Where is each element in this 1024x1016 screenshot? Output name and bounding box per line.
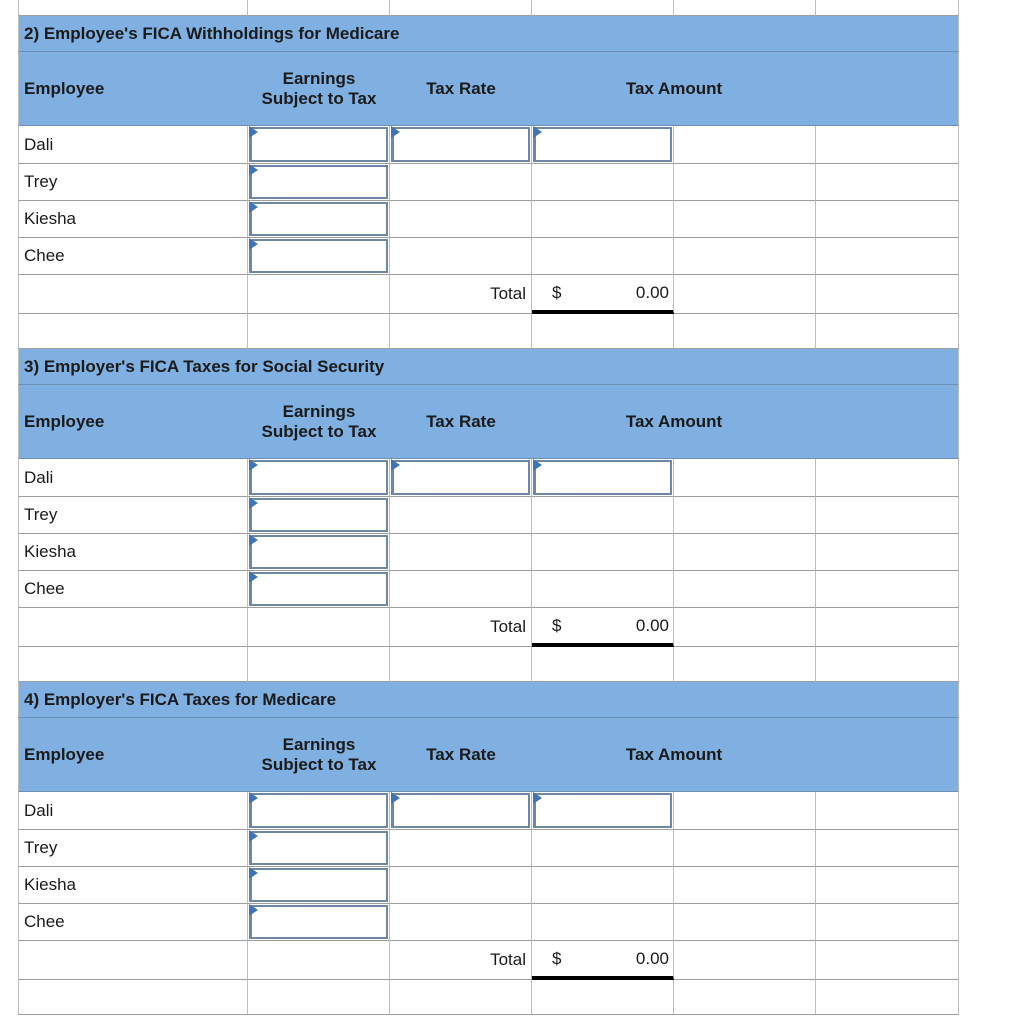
header-earnings-line2: Subject to Tax: [261, 421, 377, 441]
earnings-input[interactable]: [249, 202, 388, 236]
empty-cell: [18, 647, 248, 682]
section-title-bar: [18, 16, 959, 52]
tax-amount-cell: [532, 534, 674, 571]
empty-cell: [18, 608, 248, 647]
employee-name-cell: [18, 497, 248, 534]
header-tax-amount-label: Tax Amount: [625, 78, 723, 98]
employee-name: Chee: [24, 246, 65, 265]
empty-cell: [390, 980, 532, 1015]
empty-cell: [674, 941, 816, 980]
header-earnings-line1: Earnings: [282, 401, 356, 421]
empty-cell: [816, 571, 959, 608]
empty-cell: [816, 534, 959, 571]
earnings-input[interactable]: [249, 905, 388, 939]
tax-amount-cell: [532, 164, 674, 201]
employee-name-cell: [18, 238, 248, 275]
tax-amount-cell: [532, 571, 674, 608]
empty-cell: [390, 647, 532, 682]
empty-cell: [248, 980, 390, 1015]
header-employee-label: Employee: [24, 78, 105, 98]
earnings-cell: [248, 459, 390, 497]
section-title-cell: [18, 349, 816, 385]
header-employee: [18, 385, 248, 459]
empty-cell: [674, 830, 816, 867]
input-marker-icon: [249, 904, 258, 916]
empty-cell: [816, 867, 959, 904]
tax-amount-cell: [532, 238, 674, 275]
empty-cell: [18, 275, 248, 314]
earnings-cell: [248, 830, 390, 867]
tax-amount-cell: [532, 792, 674, 830]
spacer-row: [18, 980, 959, 1015]
tax-amount-cell: [532, 867, 674, 904]
header-spacer: [816, 385, 959, 459]
earnings-input[interactable]: [249, 831, 388, 865]
tax-rate-cell: [390, 126, 532, 164]
employee-name-cell: [18, 164, 248, 201]
earnings-cell: [248, 904, 390, 941]
input-marker-icon: [249, 830, 258, 842]
empty-cell: [674, 980, 816, 1015]
earnings-input[interactable]: [249, 793, 388, 828]
empty-cell: [674, 867, 816, 904]
spacer-row: [18, 647, 959, 682]
employee-name: Trey: [24, 838, 58, 857]
empty-cell: [18, 941, 248, 980]
header-earnings: [248, 385, 390, 459]
employee-name: Kiesha: [24, 542, 76, 561]
total-row: [18, 275, 959, 314]
header-tax-rate-label: Tax Rate: [426, 411, 496, 431]
cell-col-3: [532, 0, 674, 16]
cell-col-5: [816, 0, 959, 16]
empty-cell: [816, 647, 959, 682]
input-marker-icon: [249, 497, 258, 509]
section-title-bar: [18, 349, 959, 385]
tax-amount-cell: [532, 459, 674, 497]
header-earnings-label: [262, 402, 377, 442]
total-row: [18, 608, 959, 647]
section-title-spacer: [816, 349, 959, 385]
total-amount-value: 0.00: [635, 282, 669, 302]
total-amount-value: 0.00: [635, 948, 669, 968]
cell-col-1: [248, 0, 390, 16]
earnings-cell: [248, 201, 390, 238]
header-earnings-label: [262, 735, 377, 775]
earnings-input[interactable]: [249, 498, 388, 532]
empty-cell: [248, 314, 390, 349]
employee-name: Dali: [24, 800, 54, 820]
earnings-cell: [248, 497, 390, 534]
header-employee-label: Employee: [24, 744, 105, 764]
employee-name: Chee: [24, 912, 65, 931]
input-marker-icon: [391, 792, 400, 804]
empty-cell: [816, 904, 959, 941]
tax-rate-cell: [390, 571, 532, 608]
employee-name: Dali: [24, 467, 54, 487]
cell-col-2: [390, 0, 532, 16]
earnings-input[interactable]: [249, 868, 388, 902]
header-employee: [18, 52, 248, 126]
tax-amount-input[interactable]: [533, 460, 672, 495]
tax-rate-cell: [390, 830, 532, 867]
empty-cell: [816, 608, 959, 647]
employee-name-cell: [18, 571, 248, 608]
empty-cell: [674, 201, 816, 238]
section-title-spacer: [816, 16, 959, 52]
empty-cell: [816, 201, 959, 238]
earnings-cell: [248, 126, 390, 164]
employee-name-cell: [18, 534, 248, 571]
empty-cell: [674, 164, 816, 201]
header-tax-rate: [390, 385, 532, 459]
empty-cell: [674, 275, 816, 314]
input-marker-icon: [249, 459, 258, 471]
tax-rate-input[interactable]: [391, 127, 530, 162]
header-earnings-line1: Earnings: [282, 68, 356, 88]
earnings-cell: [248, 238, 390, 275]
section-title-spacer: [816, 682, 959, 718]
tax-amount-input[interactable]: [533, 127, 672, 162]
employee-name-cell: [18, 201, 248, 238]
tax-amount-cell: [532, 830, 674, 867]
tax-rate-cell: [390, 201, 532, 238]
total-label-cell: [390, 941, 532, 980]
empty-cell: [816, 497, 959, 534]
earnings-cell: [248, 164, 390, 201]
input-marker-icon: [533, 792, 542, 804]
empty-cell: [18, 980, 248, 1015]
empty-cell: [816, 126, 959, 164]
input-marker-icon: [249, 201, 258, 213]
earnings-input[interactable]: [249, 572, 388, 606]
total-label: Total: [490, 617, 526, 636]
earnings-cell: [248, 571, 390, 608]
empty-cell: [674, 126, 816, 164]
header-tax-rate: [390, 718, 532, 792]
earnings-input[interactable]: [249, 535, 388, 569]
employee-row: [18, 904, 959, 941]
tax-amount-cell: [532, 201, 674, 238]
empty-cell: [674, 792, 816, 830]
employee-name-cell: [18, 904, 248, 941]
employee-name: Kiesha: [24, 875, 76, 894]
empty-cell: [532, 647, 674, 682]
tax-amount-cell: [532, 126, 674, 164]
empty-cell: [816, 164, 959, 201]
input-marker-icon: [533, 126, 542, 138]
employee-row: [18, 201, 959, 238]
currency-symbol: $: [552, 615, 562, 635]
empty-cell: [816, 830, 959, 867]
input-marker-icon: [249, 238, 258, 250]
tax-rate-cell: [390, 497, 532, 534]
empty-cell: [248, 275, 390, 314]
input-marker-icon: [391, 126, 400, 138]
empty-cell: [816, 314, 959, 349]
employee-row: [18, 238, 959, 275]
input-marker-icon: [249, 534, 258, 546]
total-label: Total: [490, 950, 526, 969]
empty-cell: [390, 314, 532, 349]
employee-name-cell: [18, 459, 248, 497]
employee-name: Dali: [24, 134, 54, 154]
employee-row: [18, 534, 959, 571]
earnings-input[interactable]: [249, 165, 388, 199]
header-tax-rate: [390, 52, 532, 126]
empty-cell: [674, 571, 816, 608]
header-earnings: [248, 52, 390, 126]
employee-name: Kiesha: [24, 209, 76, 228]
empty-cell: [674, 238, 816, 275]
employee-name-cell: [18, 830, 248, 867]
tax-rate-input[interactable]: [391, 460, 530, 495]
earnings-input[interactable]: [249, 127, 388, 162]
empty-cell: [816, 459, 959, 497]
employee-name-cell: [18, 867, 248, 904]
section-title: 4) Employer's FICA Taxes for Medicare: [24, 689, 337, 709]
input-marker-icon: [249, 571, 258, 583]
total-amount-cell: [532, 608, 674, 647]
tax-rate-cell: [390, 459, 532, 497]
header-tax-amount: [532, 718, 816, 792]
tax-amount-cell: [532, 904, 674, 941]
input-marker-icon: [391, 459, 400, 471]
empty-cell: [532, 980, 674, 1015]
earnings-input[interactable]: [249, 239, 388, 273]
employee-name: Trey: [24, 505, 58, 524]
empty-cell: [816, 941, 959, 980]
tax-amount-cell: [532, 497, 674, 534]
empty-cell: [816, 792, 959, 830]
earnings-cell: [248, 792, 390, 830]
input-marker-icon: [249, 792, 258, 804]
tax-rate-cell: [390, 164, 532, 201]
input-marker-icon: [249, 867, 258, 879]
employee-row: [18, 126, 959, 164]
employee-name-cell: [18, 126, 248, 164]
empty-cell: [674, 647, 816, 682]
header-earnings-label: [262, 69, 377, 109]
spacer-row: [18, 314, 959, 349]
cell-col-0: [18, 0, 248, 16]
header-tax-amount-label: Tax Amount: [625, 411, 723, 431]
employee-row: [18, 497, 959, 534]
total-amount-cell: [532, 941, 674, 980]
column-header-row: [18, 385, 959, 459]
header-tax-amount-label: Tax Amount: [625, 744, 723, 764]
cell-col-4: [674, 0, 816, 16]
section-title-cell: [18, 16, 816, 52]
header-tax-rate-label: Tax Rate: [426, 78, 496, 98]
tax-rate-cell: [390, 792, 532, 830]
header-employee-label: Employee: [24, 411, 105, 431]
tax-rate-cell: [390, 867, 532, 904]
header-employee: [18, 718, 248, 792]
earnings-input[interactable]: [249, 460, 388, 495]
empty-cell: [674, 314, 816, 349]
currency-symbol: $: [552, 948, 562, 968]
employee-name-cell: [18, 792, 248, 830]
empty-cell: [816, 238, 959, 275]
tax-rate-cell: [390, 534, 532, 571]
header-tax-amount: [532, 52, 816, 126]
header-spacer: [816, 52, 959, 126]
total-amount-cell: [532, 275, 674, 314]
tax-rate-cell: [390, 238, 532, 275]
employee-name: Trey: [24, 172, 58, 191]
earnings-cell: [248, 534, 390, 571]
total-label-cell: [390, 275, 532, 314]
total-amount-value: 0.00: [635, 615, 669, 635]
section-title: 2) Employee's FICA Withholdings for Medicare: [24, 23, 400, 43]
employee-row: [18, 792, 959, 830]
header-tax-amount: [532, 385, 816, 459]
section-title: 3) Employer's FICA Taxes for Social Security: [24, 356, 385, 376]
empty-cell: [248, 608, 390, 647]
empty-cell: [674, 459, 816, 497]
currency-symbol: $: [552, 282, 562, 302]
total-row: [18, 941, 959, 980]
tax-rate-cell: [390, 904, 532, 941]
total-label-cell: [390, 608, 532, 647]
empty-cell: [674, 534, 816, 571]
tax-rate-input[interactable]: [391, 793, 530, 828]
employee-row: [18, 571, 959, 608]
employee-name: Chee: [24, 579, 65, 598]
empty-cell: [674, 497, 816, 534]
section-title-cell: [18, 682, 816, 718]
header-spacer: [816, 718, 959, 792]
header-earnings-line1: Earnings: [282, 734, 356, 754]
column-header-row: [18, 718, 959, 792]
tax-amount-input[interactable]: [533, 793, 672, 828]
previous-section-row: [18, 0, 959, 16]
empty-cell: [816, 275, 959, 314]
employee-row: [18, 459, 959, 497]
empty-cell: [816, 980, 959, 1015]
header-earnings-line2: Subject to Tax: [261, 754, 377, 774]
input-marker-icon: [249, 126, 258, 138]
employee-row: [18, 164, 959, 201]
header-earnings: [248, 718, 390, 792]
empty-cell: [248, 941, 390, 980]
section-title-bar: [18, 682, 959, 718]
header-earnings-line2: Subject to Tax: [261, 88, 377, 108]
employee-row: [18, 867, 959, 904]
total-label: Total: [490, 284, 526, 303]
input-marker-icon: [249, 164, 258, 176]
empty-cell: [248, 647, 390, 682]
empty-cell: [674, 608, 816, 647]
header-tax-rate-label: Tax Rate: [426, 744, 496, 764]
column-header-row: [18, 52, 959, 126]
empty-cell: [674, 904, 816, 941]
empty-cell: [532, 314, 674, 349]
earnings-cell: [248, 867, 390, 904]
empty-cell: [18, 314, 248, 349]
input-marker-icon: [533, 459, 542, 471]
employee-row: [18, 830, 959, 867]
